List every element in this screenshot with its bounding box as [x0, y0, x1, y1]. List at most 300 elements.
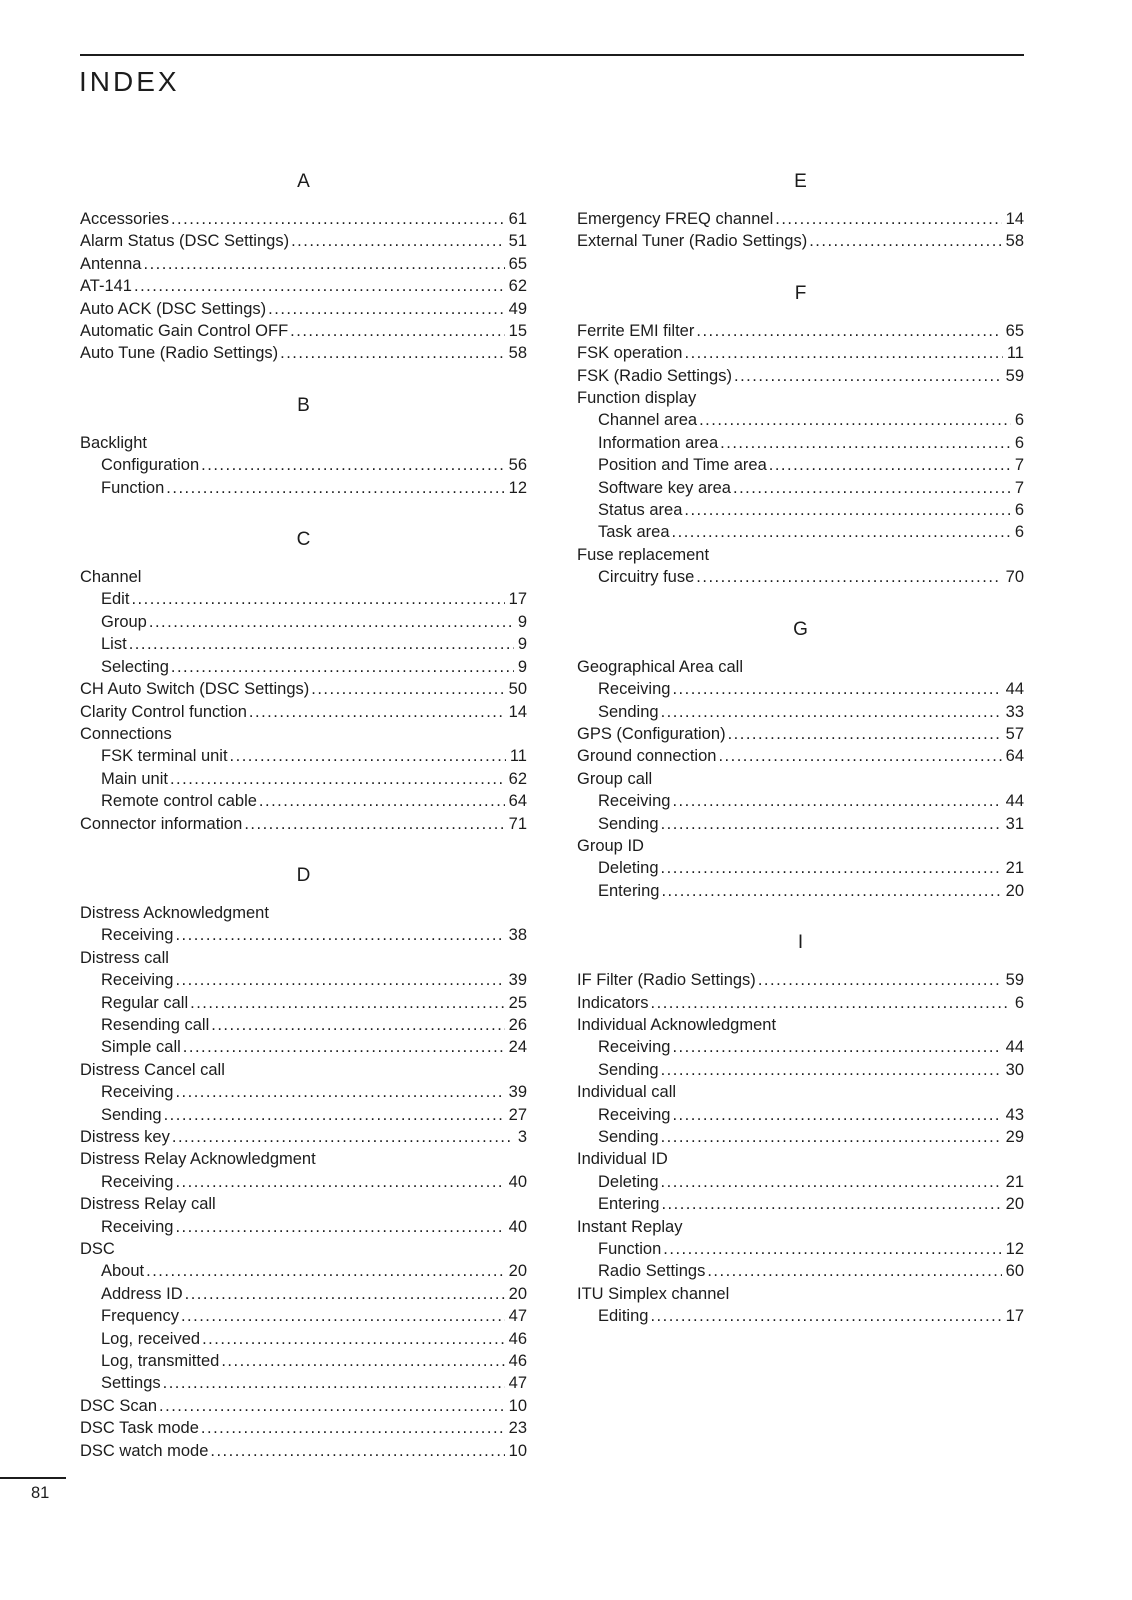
entry-label: Geographical Area call	[577, 657, 744, 676]
entry-label: Auto Tune (Radio Settings)	[80, 344, 279, 363]
entry-page-number: 27	[508, 1105, 527, 1124]
entry-page-number: 46	[508, 1329, 527, 1348]
dot-leader	[661, 1171, 1002, 1193]
index-entry	[577, 880, 1024, 902]
entry-page-number: 40	[508, 1217, 527, 1236]
entry-label: Automatic Gain Control OFF	[80, 322, 289, 341]
dot-leader	[651, 992, 1011, 1014]
index-entry	[577, 544, 1024, 566]
dot-leader	[131, 588, 504, 610]
index-entry	[80, 320, 527, 342]
entry-label: DSC	[80, 1240, 115, 1259]
entry-label: Receiving	[101, 1217, 174, 1236]
index-entry	[80, 1059, 527, 1081]
entry-page-number: 23	[508, 1419, 527, 1438]
entry-page-number: 12	[508, 478, 527, 497]
dot-leader	[661, 1059, 1002, 1081]
index-entry	[80, 253, 527, 275]
index-entry	[577, 790, 1024, 812]
dot-leader	[129, 633, 514, 655]
index-entry	[577, 566, 1024, 588]
entry-label: Individual ID	[577, 1150, 668, 1169]
dot-leader	[696, 320, 1001, 342]
entry-label: Main unit	[101, 769, 168, 788]
dot-leader	[661, 701, 1002, 723]
entry-label: Software key area	[598, 478, 731, 497]
entry-label: ITU Simplex channel	[577, 1284, 730, 1303]
index-entry	[577, 320, 1024, 342]
index-entry	[80, 924, 527, 946]
entry-label: Information area	[598, 433, 719, 452]
index-section-d	[80, 835, 527, 1462]
dot-leader	[175, 1081, 504, 1103]
dot-leader	[699, 409, 1011, 431]
entry-page-number: 31	[1005, 814, 1024, 833]
index-entry	[80, 1238, 527, 1260]
index-entry	[80, 701, 527, 723]
entry-label: Position and Time area	[598, 456, 767, 475]
entry-page-number: 47	[508, 1374, 527, 1393]
entry-page-number: 44	[1005, 792, 1024, 811]
section-letter: A	[297, 171, 310, 192]
entry-label: FSK terminal unit	[101, 747, 228, 766]
dot-leader	[230, 745, 506, 767]
dot-leader	[672, 1104, 1001, 1126]
index-entry	[577, 208, 1024, 230]
dot-leader	[672, 790, 1001, 812]
dot-leader	[661, 1193, 1001, 1215]
dot-leader	[661, 813, 1002, 835]
index-entry	[577, 969, 1024, 991]
entry-label: Ground connection	[577, 747, 717, 766]
index-entry	[577, 1148, 1024, 1170]
entry-label: DSC Scan	[80, 1396, 158, 1415]
entry-label: Sending	[598, 814, 659, 833]
entry-page-number: 6	[1014, 411, 1024, 430]
index-entry	[577, 678, 1024, 700]
dot-leader	[175, 1171, 504, 1193]
entry-label: Connections	[80, 724, 172, 743]
entry-label: Distress call	[80, 948, 169, 967]
index-entry	[80, 454, 527, 476]
entry-page-number: 20	[1005, 1195, 1024, 1214]
section-letter: D	[296, 864, 311, 886]
index-columns	[80, 172, 1024, 1462]
entry-label: Auto ACK (DSC Settings)	[80, 299, 267, 318]
entry-page-number: 44	[1005, 1038, 1024, 1057]
entry-label: Function	[598, 1240, 662, 1259]
dot-leader	[769, 454, 1011, 476]
entry-label: Sending	[101, 1105, 162, 1124]
entry-page-number: 9	[517, 657, 527, 676]
entry-label: External Tuner (Radio Settings)	[577, 232, 808, 251]
index-entry	[577, 1081, 1024, 1103]
dot-leader	[211, 1014, 504, 1036]
index-entry	[577, 1305, 1024, 1327]
entry-page-number: 6	[1014, 433, 1024, 452]
index-entry	[80, 230, 527, 252]
index-entry	[80, 1081, 527, 1103]
index-entry	[80, 1126, 527, 1148]
entry-label: Simple call	[101, 1038, 181, 1057]
entry-label: DSC watch mode	[80, 1441, 209, 1460]
entry-label: Address ID	[101, 1284, 183, 1303]
index-entry	[80, 768, 527, 790]
index-entry	[80, 790, 527, 812]
index-entry	[577, 1014, 1024, 1036]
dot-leader	[672, 678, 1001, 700]
entry-page-number: 30	[1005, 1060, 1024, 1079]
dot-leader	[259, 790, 505, 812]
section-letter: B	[297, 394, 310, 416]
entry-label: Indicators	[577, 993, 649, 1012]
index-entry	[577, 1216, 1024, 1238]
entry-label: Channel	[80, 568, 142, 587]
entry-page-number: 14	[1005, 210, 1024, 228]
entry-label: Receiving	[101, 926, 174, 945]
entry-label: Receiving	[101, 971, 174, 990]
index-entry	[80, 1305, 527, 1327]
entry-page-number: 24	[508, 1038, 527, 1057]
index-entry	[80, 1372, 527, 1394]
entry-label: Circuitry fuse	[598, 568, 695, 587]
index-entry	[577, 409, 1024, 431]
index-entry	[80, 275, 527, 297]
index-entry	[80, 1395, 527, 1417]
entry-page-number: 65	[1005, 321, 1024, 340]
footer-page-number: 81	[31, 1484, 50, 1502]
entry-label: Remote control cable	[101, 792, 257, 811]
index-section-b	[80, 365, 527, 499]
index-entry	[80, 1171, 527, 1193]
dot-leader	[170, 768, 505, 790]
entry-page-number: 3	[517, 1128, 527, 1146]
dot-leader	[650, 1305, 1001, 1327]
top-rule	[80, 54, 1024, 56]
index-entry	[577, 342, 1024, 364]
entry-label: Sending	[598, 1060, 659, 1079]
index-entry	[577, 768, 1024, 790]
entry-label: Deleting	[598, 1172, 659, 1191]
entry-label: Receiving	[598, 1105, 671, 1124]
index-entry	[577, 499, 1024, 521]
entry-page-number: 44	[1005, 680, 1024, 699]
entry-label: GPS (Configuration)	[577, 724, 726, 743]
index-section-e	[577, 172, 1024, 253]
index-entry	[80, 1014, 527, 1036]
entry-page-number: 9	[517, 612, 527, 631]
entry-page-number: 7	[1014, 478, 1024, 497]
entry-label: Group call	[577, 769, 653, 788]
entry-label: IF Filter (Radio Settings)	[577, 971, 756, 990]
index-entry	[80, 1148, 527, 1170]
index-entry	[80, 1283, 527, 1305]
entry-page-number: 51	[508, 232, 527, 251]
index-entry	[577, 432, 1024, 454]
index-section-c	[80, 499, 527, 835]
dot-leader	[734, 365, 1002, 387]
index-entry	[577, 1104, 1024, 1126]
dot-leader	[164, 1104, 505, 1126]
index-entry	[577, 723, 1024, 745]
entry-page-number: 25	[508, 993, 527, 1012]
dot-leader	[175, 969, 504, 991]
entry-label: Function	[101, 478, 165, 497]
dot-leader	[201, 454, 504, 476]
index-entry	[80, 723, 527, 745]
dot-leader	[149, 611, 514, 633]
entry-label: Individual Acknowledgment	[577, 1015, 777, 1034]
index-column-2	[577, 172, 1024, 1462]
index-entry	[80, 1350, 527, 1372]
entry-page-number: 50	[508, 680, 527, 699]
entry-label: Resending call	[101, 1015, 210, 1034]
entry-page-number: 56	[508, 456, 527, 475]
entry-page-number: 62	[508, 277, 527, 296]
dot-leader	[244, 813, 504, 835]
index-entry	[577, 835, 1024, 857]
entry-label: Radio Settings	[598, 1262, 706, 1281]
entry-page-number: 17	[508, 590, 527, 609]
entry-page-number: 40	[508, 1172, 527, 1191]
entry-label: Group	[101, 612, 147, 631]
dot-leader	[311, 678, 504, 700]
entry-label: Entering	[598, 1195, 660, 1214]
entry-page-number: 62	[508, 769, 527, 788]
dot-leader	[775, 208, 1001, 230]
dot-leader	[268, 298, 504, 320]
dot-leader	[249, 701, 505, 723]
entry-label: Status area	[598, 501, 683, 520]
index-entry	[80, 1104, 527, 1126]
index-section-g	[577, 589, 1024, 902]
dot-leader	[707, 1260, 1001, 1282]
entry-page-number: 26	[508, 1015, 527, 1034]
index-entry	[80, 342, 527, 364]
entry-label: CH Auto Switch (DSC Settings)	[80, 680, 310, 699]
entry-label: Regular call	[101, 993, 189, 1012]
dot-leader	[183, 1036, 505, 1058]
index-entry	[577, 230, 1024, 252]
entry-page-number: 21	[1005, 859, 1024, 878]
entry-page-number: 43	[1005, 1105, 1024, 1124]
entry-label: Clarity Control function	[80, 702, 247, 721]
index-entry	[80, 947, 527, 969]
entry-page-number: 71	[508, 814, 527, 833]
index-entry	[80, 1260, 527, 1282]
entry-page-number: 20	[1005, 881, 1024, 900]
entry-label: Distress Relay Acknowledgment	[80, 1150, 316, 1169]
entry-page-number: 70	[1005, 568, 1024, 587]
entry-label: Sending	[598, 1128, 659, 1146]
dot-leader	[171, 208, 505, 230]
section-letter: G	[793, 618, 808, 640]
entry-page-number: 9	[517, 635, 527, 654]
entry-page-number: 21	[1005, 1172, 1024, 1191]
entry-page-number: 17	[1005, 1307, 1024, 1326]
dot-leader	[809, 230, 1001, 252]
entry-label: Channel area	[598, 411, 698, 430]
index-entry	[577, 387, 1024, 409]
index-entry	[577, 477, 1024, 499]
entry-page-number: 6	[1014, 501, 1024, 520]
index-entry	[80, 1440, 527, 1462]
index-entry	[80, 992, 527, 1014]
index-entry	[577, 454, 1024, 476]
entry-page-number: 39	[508, 971, 527, 990]
index-entry	[577, 992, 1024, 1014]
entry-page-number: 38	[508, 926, 527, 945]
index-entry	[80, 678, 527, 700]
entry-label: Configuration	[101, 456, 200, 475]
entry-label: Receiving	[598, 1038, 671, 1057]
index-entry	[577, 1238, 1024, 1260]
entry-label: FSK (Radio Settings)	[577, 366, 732, 385]
dot-leader	[171, 656, 514, 678]
index-entry	[80, 611, 527, 633]
dot-leader	[143, 253, 504, 275]
entry-label: About	[101, 1262, 145, 1281]
index-entry	[80, 633, 527, 655]
entry-label: Log, transmitted	[101, 1352, 220, 1371]
index-entry	[80, 566, 527, 588]
index-entry	[80, 1328, 527, 1350]
index-entry	[577, 656, 1024, 678]
entry-label: Individual call	[577, 1083, 677, 1102]
index-entry	[80, 1036, 527, 1058]
dot-leader	[172, 1126, 514, 1148]
entry-page-number: 46	[508, 1352, 527, 1371]
entry-label: Instant Replay	[577, 1217, 683, 1236]
index-entry	[577, 701, 1024, 723]
page-title: INDEX	[79, 66, 180, 97]
index-entry	[80, 745, 527, 767]
entry-page-number: 14	[508, 702, 527, 721]
entry-page-number: 60	[1005, 1262, 1024, 1281]
index-entry	[80, 477, 527, 499]
entry-label: Connector information	[80, 814, 243, 833]
entry-page-number: 58	[1005, 232, 1024, 251]
dot-leader	[134, 275, 505, 297]
dot-leader	[163, 1372, 505, 1394]
dot-leader	[696, 566, 1001, 588]
entry-label: Editing	[598, 1307, 649, 1326]
dot-leader	[185, 1283, 505, 1305]
entry-label: Ferrite EMI filter	[577, 321, 695, 340]
index-entry	[577, 1171, 1024, 1193]
index-entry	[80, 656, 527, 678]
dot-leader	[684, 342, 1002, 364]
section-letter: I	[797, 932, 804, 954]
index-entry	[80, 902, 527, 924]
index-entry	[80, 1216, 527, 1238]
entry-label: List	[101, 635, 127, 654]
dot-leader	[146, 1260, 505, 1282]
dot-leader	[663, 1238, 1001, 1260]
dot-leader	[672, 521, 1011, 543]
dot-leader	[661, 857, 1002, 879]
index-entry	[80, 432, 527, 454]
entry-page-number: 61	[508, 210, 527, 228]
entry-label: Fuse replacement	[577, 545, 710, 564]
dot-leader	[720, 432, 1011, 454]
entry-page-number: 12	[1005, 1240, 1024, 1259]
entry-label: Receiving	[598, 792, 671, 811]
entry-label: Sending	[598, 702, 659, 721]
entry-page-number: 10	[508, 1441, 527, 1460]
index-entry	[80, 588, 527, 610]
entry-label: Settings	[101, 1374, 161, 1393]
entry-page-number: 20	[508, 1262, 527, 1281]
entry-page-number: 20	[508, 1284, 527, 1303]
entry-label: Receiving	[101, 1172, 174, 1191]
entry-label: Accessories	[80, 210, 169, 228]
entry-label: Edit	[101, 590, 130, 609]
dot-leader	[210, 1440, 504, 1462]
entry-label: Receiving	[598, 680, 671, 699]
entry-label: Deleting	[598, 859, 659, 878]
entry-label: Emergency FREQ channel	[577, 210, 774, 228]
entry-label: Entering	[598, 881, 660, 900]
dot-leader	[202, 1328, 505, 1350]
dot-leader	[728, 723, 1002, 745]
entry-page-number: 6	[1014, 523, 1024, 542]
dot-leader	[733, 477, 1011, 499]
entry-page-number: 29	[1005, 1128, 1024, 1146]
entry-label: DSC Task mode	[80, 1419, 199, 1438]
entry-label: Distress Relay call	[80, 1195, 216, 1214]
dot-leader	[672, 1036, 1001, 1058]
entry-page-number: 6	[1014, 993, 1024, 1012]
index-entry	[80, 1417, 527, 1439]
entry-label: Receiving	[101, 1083, 174, 1102]
index-entry	[577, 1059, 1024, 1081]
dot-leader	[221, 1350, 504, 1372]
dot-leader	[181, 1305, 505, 1327]
index-entry	[577, 857, 1024, 879]
index-entry	[577, 365, 1024, 387]
dot-leader	[684, 499, 1010, 521]
entry-label: Log, received	[101, 1329, 201, 1348]
entry-page-number: 59	[1005, 971, 1024, 990]
section-letter: E	[794, 171, 807, 192]
entry-label: Selecting	[101, 657, 169, 676]
section-letter: F	[794, 282, 807, 304]
entry-label: Distress Cancel call	[80, 1060, 225, 1079]
entry-page-number: 33	[1005, 702, 1024, 721]
index-column-1	[80, 172, 527, 1462]
dot-leader	[290, 320, 504, 342]
entry-label: Function display	[577, 389, 697, 408]
entry-label: Frequency	[101, 1307, 179, 1326]
entry-page-number: 57	[1005, 724, 1024, 743]
entry-label: Backlight	[80, 433, 147, 452]
entry-page-number: 47	[508, 1307, 527, 1326]
entry-label: Task area	[598, 523, 670, 542]
dot-leader	[175, 924, 504, 946]
index-entry	[80, 813, 527, 835]
dot-leader	[280, 342, 505, 364]
entry-label: Antenna	[80, 254, 142, 273]
entry-label: AT-141	[80, 277, 132, 296]
index-entry	[577, 1126, 1024, 1148]
dot-leader	[190, 992, 505, 1014]
entry-page-number: 7	[1014, 456, 1024, 475]
dot-leader	[159, 1395, 505, 1417]
footer-rule	[0, 1477, 66, 1479]
index-entry	[577, 813, 1024, 835]
dot-leader	[291, 230, 505, 252]
